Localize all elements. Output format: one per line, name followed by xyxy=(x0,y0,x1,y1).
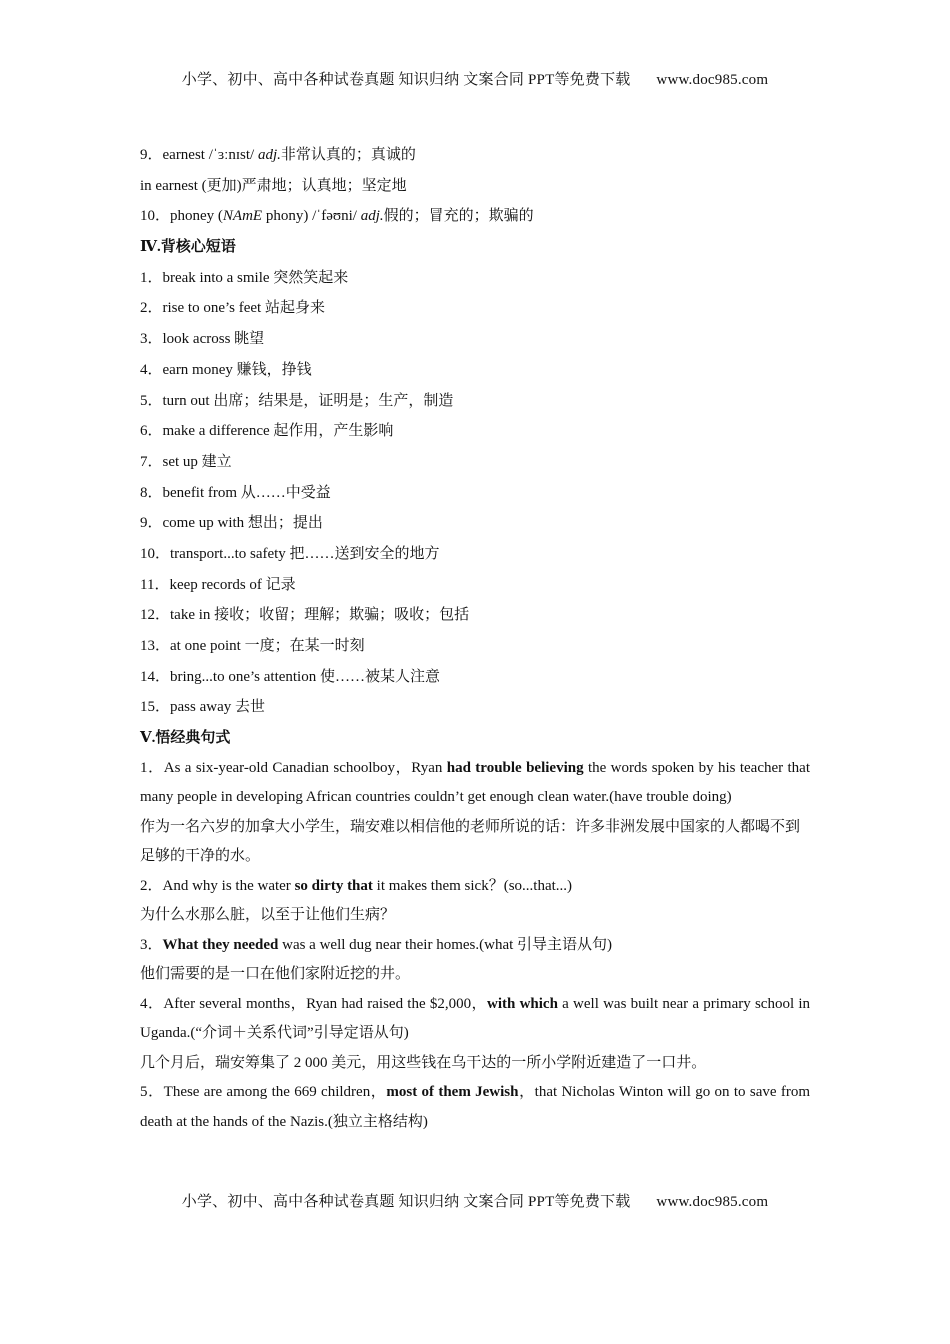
phrase-item: 12．take in 接收；收留；理解；欺骗；吸收；包括 xyxy=(140,607,470,624)
phrase-item: 9．come up with 想出；提出 xyxy=(140,515,323,532)
phrase-item: 6．make a difference 起作用，产生影响 xyxy=(140,423,394,440)
sentence-4-translation: 几个月后，瑞安筹集了 2 000 美元，用这些钱在乌干达的一所小学附近建造了一口井。 xyxy=(140,1054,707,1071)
header-text: 小学、初中、高中各种试卷真题 知识归纳 文案合同 PPT等免费下载 xyxy=(181,72,631,88)
phrase-item: 1．break into a smile 突然笑起来 xyxy=(140,269,349,286)
sentence-3-translation: 他们需要的是一口在他们家附近挖的井。 xyxy=(140,966,411,983)
vocab-phrase: in earnest (更加)严肃地；认真地；坚定地 xyxy=(140,177,407,194)
sentence-4: 4．After several months，Ryan had raised the $2,000，with which a well was built near a primary school in Uganda.(“介词＋关系代词”引导定语从句) xyxy=(140,995,810,1042)
sentence-1: 1．As a six-year-old Canadian schoolboy，Ryan had trouble believing the words spoken by his teacher that many people in developing African countries couldn’t get enough clean water.(have trouble doing) xyxy=(140,759,810,806)
phrase-item: 4．earn money 赚钱，挣钱 xyxy=(140,361,312,378)
phrase-item: 10．transport...to safety 把……送到安全的地方 xyxy=(140,545,440,562)
phrase-item: 13．at one point 一度；在某一时刻 xyxy=(140,638,365,654)
sentence-3: 3．What they needed was a well dug near their homes.(what 引导主语从句) xyxy=(140,936,613,953)
phrase-item: 8．benefit from 从……中受益 xyxy=(140,484,331,501)
sentence-2: 2．And why is the water so dirty that it makes them sick？(so...that...) xyxy=(140,877,573,894)
header-site: www.doc985.com xyxy=(656,72,769,88)
page-header xyxy=(0,68,950,89)
phrase-item: 2．rise to one’s feet 站起身来 xyxy=(140,300,325,317)
footer-site: www.doc985.com xyxy=(656,1194,769,1210)
vocab-item: 9．earnest /ˈɜːnɪst/ adj.非常认真的；真诚的 xyxy=(140,147,416,163)
section-title: Ⅴ.悟经典句式 xyxy=(140,730,231,747)
sentence-1-translation: 作为一名六岁的加拿大小学生，瑞安难以相信他的老师所说的话：许多非洲发展中国家的人都喝不到足够的干净的水。 xyxy=(140,818,801,865)
phrase-item: 15．pass away 去世 xyxy=(140,699,265,716)
phrase-item: 3．look across 眺望 xyxy=(140,331,265,348)
vocab-item: 10．phoney (NAmE phony) /ˈfəʊni/ adj.假的；冒充的；欺骗的 xyxy=(140,208,534,225)
phrase-item: 11．keep records of 记录 xyxy=(140,576,296,593)
sentence-2-translation: 为什么水那么脏，以至于让他们生病？ xyxy=(140,907,396,924)
section-title: Ⅳ.背核心短语 xyxy=(140,239,236,256)
phrase-item: 5．turn out 出席；结果是，证明是；生产，制造 xyxy=(140,392,454,409)
page-footer xyxy=(0,1190,950,1211)
footer-text: 小学、初中、高中各种试卷真题 知识归纳 文案合同 PPT等免费下载 xyxy=(181,1194,631,1210)
phrase-item: 7．set up 建立 xyxy=(140,453,232,470)
sentence-5: 5．These are among the 669 children，most of them Jewish，that Nicholas Winton will go on to save from death at the hands of the Nazis.(独立主格结构) xyxy=(140,1084,811,1130)
document-body xyxy=(140,140,810,1137)
phrase-item: 14．bring...to one’s attention 使……被某人注意 xyxy=(140,668,440,685)
